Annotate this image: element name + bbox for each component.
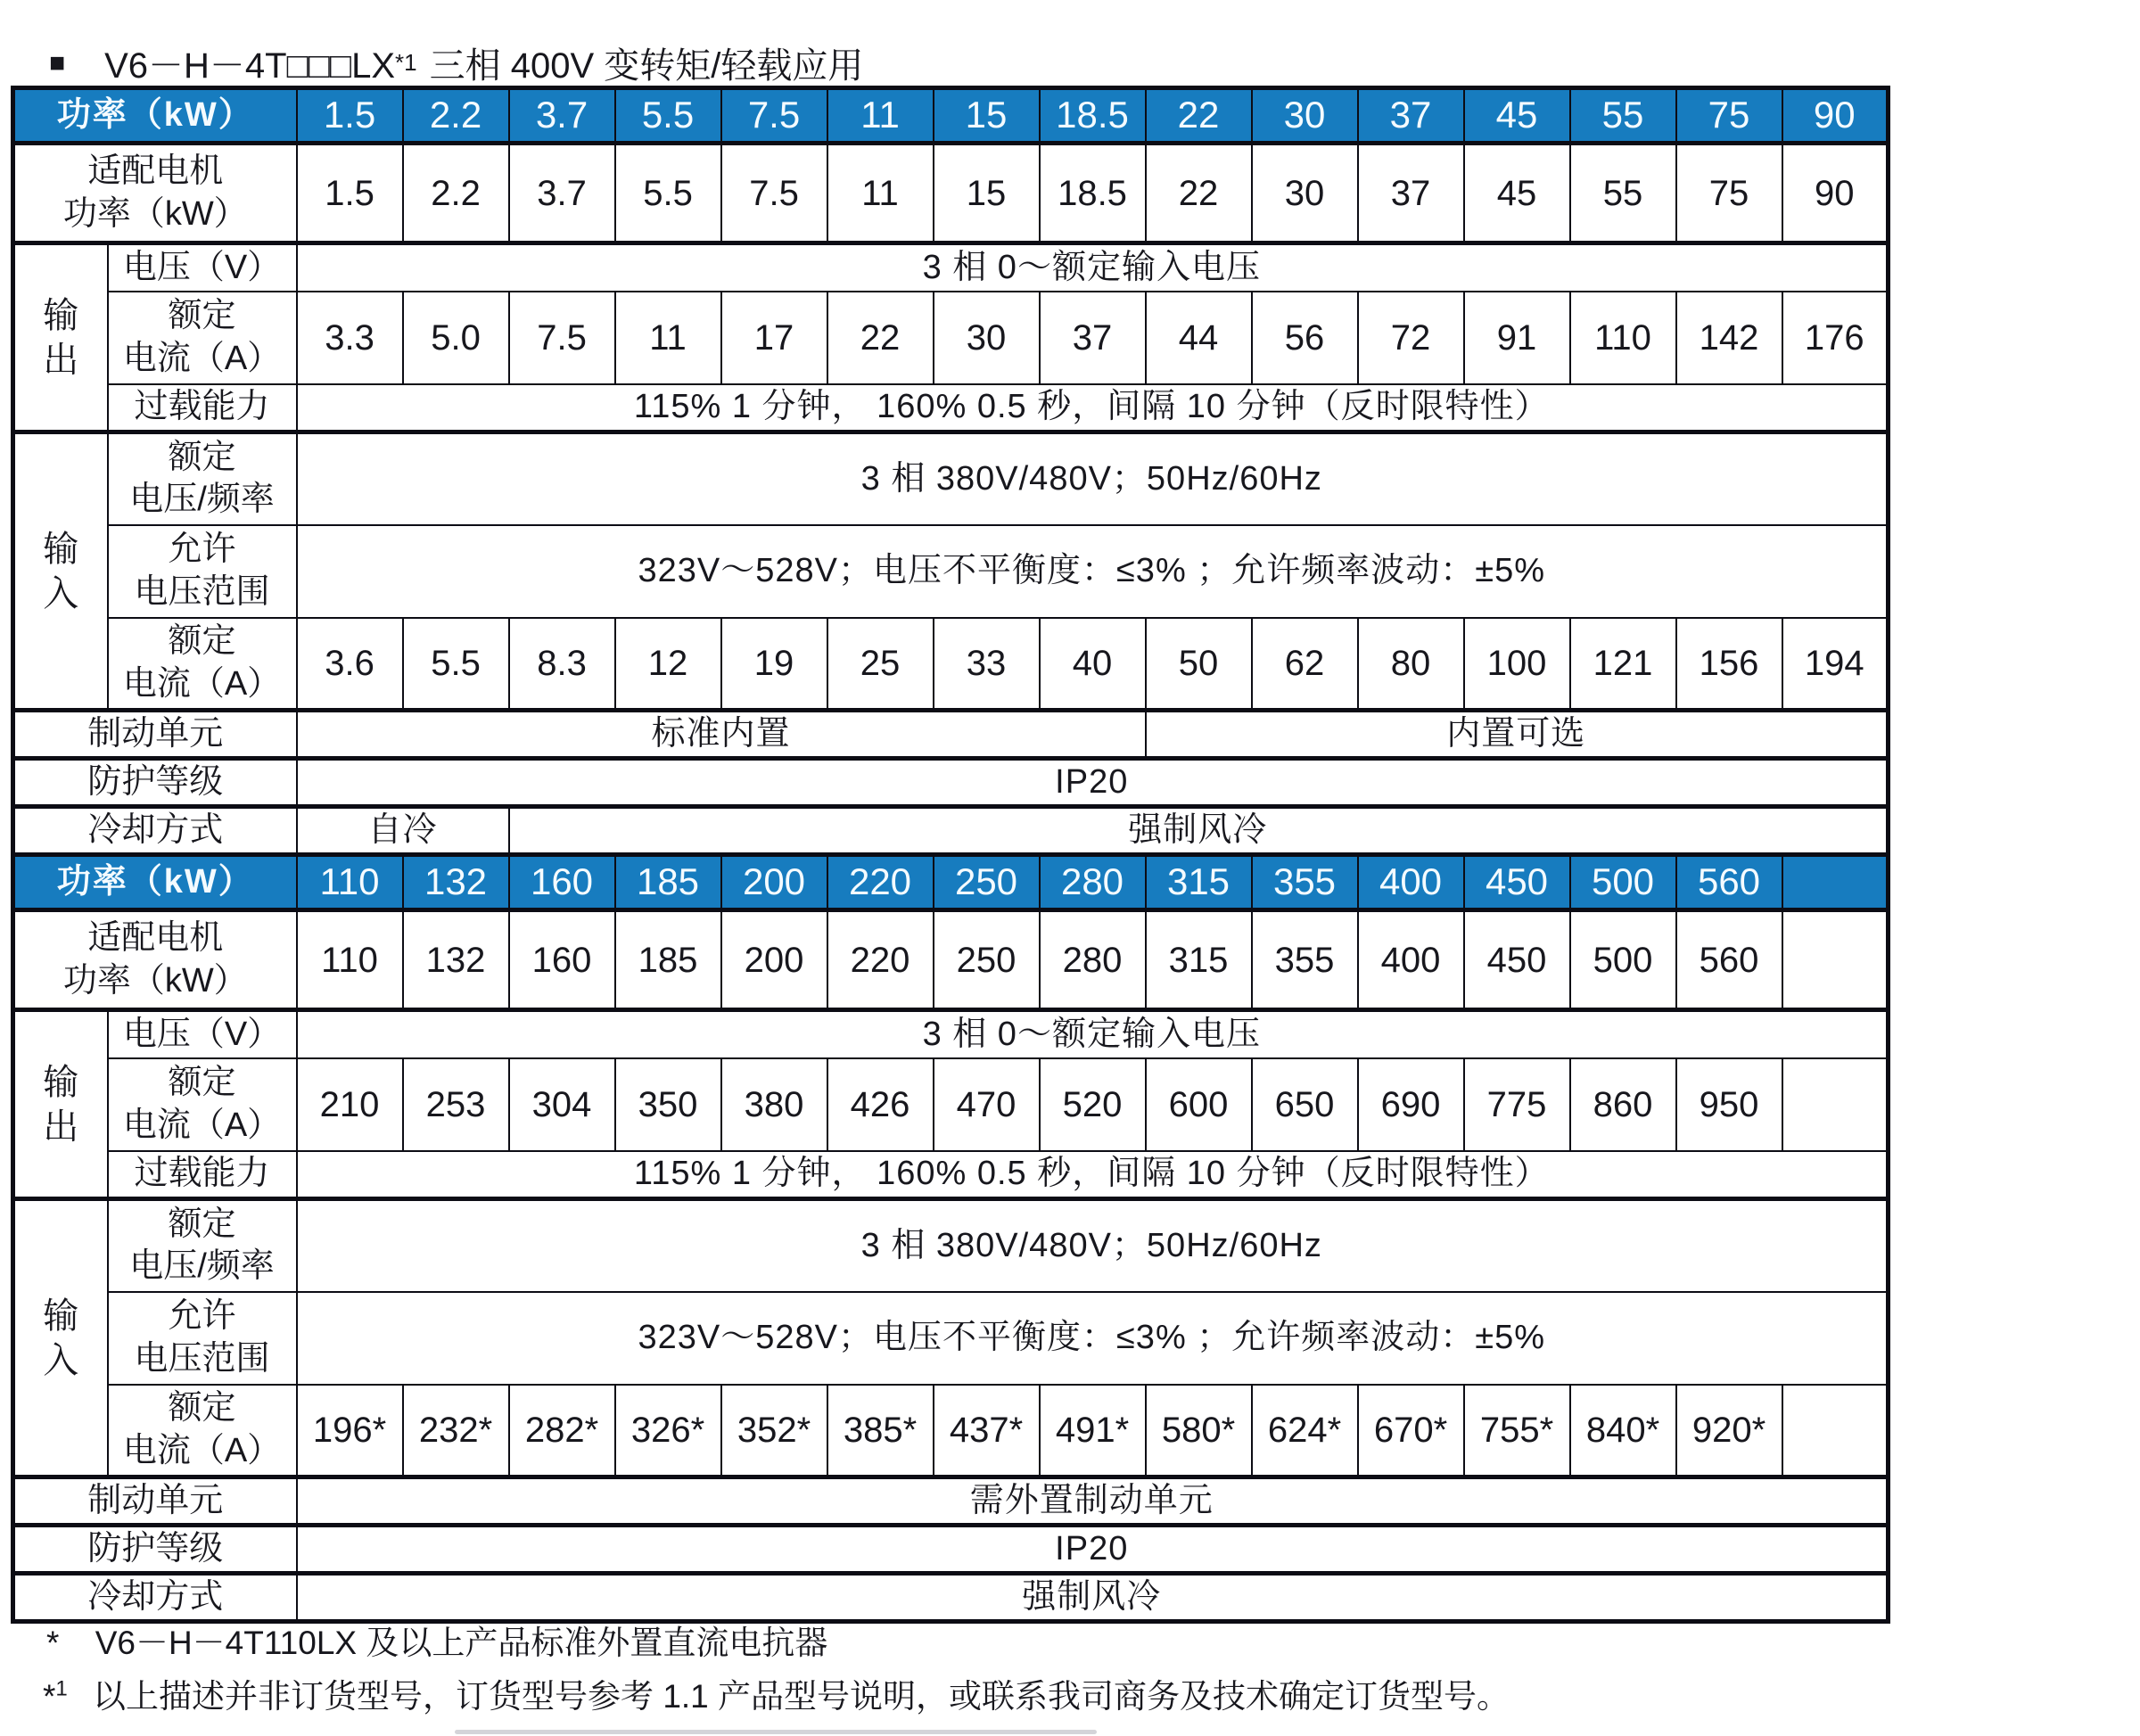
spec-table-high-power — [11, 852, 1890, 1624]
input-current-row — [13, 618, 1889, 711]
title-description: 三相 400V 变转矩/轻载应用 — [429, 46, 864, 86]
output-current-value: 650 — [1252, 1058, 1358, 1151]
input-current-value: 491* — [1040, 1385, 1146, 1477]
input-vf-row — [13, 1199, 1889, 1292]
rated-vf-value: 3 相 380V/480V；50Hz/60Hz — [297, 1199, 1889, 1292]
motor-power-value: 560 — [1676, 910, 1782, 1010]
output-current-value: 56 — [1252, 292, 1358, 384]
voltage-label: 电压（V） — [108, 1010, 297, 1058]
input-current-value: 670* — [1358, 1385, 1464, 1477]
power-value: 37 — [1358, 88, 1464, 144]
motor-power-label: 适配电机 功率（kW） — [13, 144, 297, 243]
motor-power-value: 5.5 — [615, 144, 721, 243]
input-current-value: 624* — [1252, 1385, 1358, 1477]
motor-power-value: 400 — [1358, 910, 1464, 1010]
motor-power-value: 15 — [934, 144, 1040, 243]
motor-power-value: 22 — [1146, 144, 1252, 243]
motor-power-value: 1.5 — [297, 144, 403, 243]
output-voltage-value: 3 相 0～额定输入电压 — [297, 243, 1889, 292]
cooling-value: 强制风冷 — [297, 1574, 1889, 1622]
protection-value: IP20 — [297, 759, 1889, 807]
power-value: 280 — [1040, 855, 1146, 910]
footnote-order-model — [43, 1669, 1510, 1717]
power-value: 30 — [1252, 88, 1358, 144]
input-current-value: 100 — [1464, 618, 1570, 711]
footnote-marker-sup: 1 — [55, 1676, 68, 1701]
input-current-value: 50 — [1146, 618, 1252, 711]
input-current-value: 8.3 — [509, 618, 615, 711]
power-value: 1.5 — [297, 88, 403, 144]
brake-unit-label: 制动单元 — [13, 1477, 297, 1526]
input-current-value: 3.6 — [297, 618, 403, 711]
power-value: 250 — [934, 855, 1040, 910]
output-current-value: 253 — [403, 1058, 509, 1151]
voltage-range-row — [13, 525, 1889, 618]
motor-power-value: 11 — [827, 144, 934, 243]
output-current-value: 520 — [1040, 1058, 1146, 1151]
motor-power-value: 160 — [509, 910, 615, 1010]
motor-power-value: 132 — [403, 910, 509, 1010]
input-current-value: 326* — [615, 1385, 721, 1477]
motor-power-value — [1782, 910, 1889, 1010]
motor-power-value: 75 — [1676, 144, 1782, 243]
power-value: 11 — [827, 88, 934, 144]
bullet-square-icon: ■ — [49, 47, 66, 78]
motor-power-value: 500 — [1570, 910, 1676, 1010]
output-current-value: 690 — [1358, 1058, 1464, 1151]
power-header-label: 功率（kW） — [13, 88, 297, 144]
input-current-value: 62 — [1252, 618, 1358, 711]
brake-unit-row — [13, 1477, 1889, 1526]
output-current-value: 17 — [721, 292, 827, 384]
motor-power-label: 适配电机 功率（kW） — [13, 910, 297, 1010]
title-footnote-ref: *1 — [395, 49, 417, 76]
voltage-range-label: 允许 电压范围 — [108, 1292, 297, 1385]
output-current-value: 7.5 — [509, 292, 615, 384]
output-current-value: 91 — [1464, 292, 1570, 384]
power-value: 220 — [827, 855, 934, 910]
power-value: 2.2 — [403, 88, 509, 144]
power-value: 45 — [1464, 88, 1570, 144]
voltage-range-label: 允许 电压范围 — [108, 525, 297, 618]
overload-label: 过载能力 — [108, 1151, 297, 1199]
output-current-value: 426 — [827, 1058, 934, 1151]
rated-current-label: 额定 电流（A） — [108, 1058, 297, 1151]
output-current-value: 11 — [615, 292, 721, 384]
power-header-row — [13, 88, 1889, 144]
input-current-value: 840* — [1570, 1385, 1676, 1477]
input-current-value: 5.5 — [403, 618, 509, 711]
input-current-value: 580* — [1146, 1385, 1252, 1477]
output-voltage-row — [13, 243, 1889, 292]
input-current-value — [1782, 1385, 1889, 1477]
output-current-value: 110 — [1570, 292, 1676, 384]
overload-value: 115% 1 分钟， 160% 0.5 秒，间隔 10 分钟（反时限特性） — [297, 1151, 1889, 1199]
input-current-value: 352* — [721, 1385, 827, 1477]
output-current-value: 600 — [1146, 1058, 1252, 1151]
motor-power-value: 280 — [1040, 910, 1146, 1010]
output-current-row — [13, 292, 1889, 384]
output-current-value: 380 — [721, 1058, 827, 1151]
output-current-value: 176 — [1782, 292, 1889, 384]
input-vf-row — [13, 432, 1889, 525]
output-current-value: 5.0 — [403, 292, 509, 384]
power-value: 18.5 — [1040, 88, 1146, 144]
input-current-value: 40 — [1040, 618, 1146, 711]
power-header-label: 功率（kW） — [13, 855, 297, 910]
output-current-value: 860 — [1570, 1058, 1676, 1151]
footnote-text: 以上描述并非订货型号，订货型号参考 1.1 产品型号说明，或联系我司商务及技术确定订货型号。 — [93, 1678, 1510, 1715]
power-header-row — [13, 855, 1889, 910]
protection-value: IP20 — [297, 1526, 1889, 1574]
output-current-value: 30 — [934, 292, 1040, 384]
input-current-value: 19 — [721, 618, 827, 711]
input-current-value: 25 — [827, 618, 934, 711]
output-current-row — [13, 1058, 1889, 1151]
brake-unit-optional: 内置可选 — [1146, 711, 1889, 759]
protection-label: 防护等级 — [13, 759, 297, 807]
power-value: 110 — [297, 855, 403, 910]
power-value — [1782, 855, 1889, 910]
output-voltage-row — [13, 1010, 1889, 1058]
rated-current-label: 额定 电流（A） — [108, 618, 297, 711]
motor-power-value: 18.5 — [1040, 144, 1146, 243]
voltage-range-value: 323V～528V；电压不平衡度：≤3% ；允许频率波动：±5% — [297, 1292, 1889, 1385]
motor-power-value: 355 — [1252, 910, 1358, 1010]
power-value: 15 — [934, 88, 1040, 144]
input-current-value: 194 — [1782, 618, 1889, 711]
input-current-value: 920* — [1676, 1385, 1782, 1477]
output-current-value: 142 — [1676, 292, 1782, 384]
motor-power-value: 30 — [1252, 144, 1358, 243]
protection-label: 防护等级 — [13, 1526, 297, 1574]
motor-power-value: 7.5 — [721, 144, 827, 243]
brake-unit-row — [13, 711, 1889, 759]
rated-current-label: 额定 电流（A） — [108, 1385, 297, 1477]
brake-unit-standard: 标准内置 — [297, 711, 1146, 759]
power-value: 355 — [1252, 855, 1358, 910]
motor-power-value: 250 — [934, 910, 1040, 1010]
motor-power-value: 200 — [721, 910, 827, 1010]
page-title — [49, 37, 863, 88]
motor-power-value: 450 — [1464, 910, 1570, 1010]
power-value: 5.5 — [615, 88, 721, 144]
output-current-value: 304 — [509, 1058, 615, 1151]
overload-label: 过载能力 — [108, 384, 297, 432]
motor-power-value: 185 — [615, 910, 721, 1010]
output-voltage-value: 3 相 0～额定输入电压 — [297, 1010, 1889, 1058]
motor-power-value: 315 — [1146, 910, 1252, 1010]
output-current-value: 37 — [1040, 292, 1146, 384]
power-value: 560 — [1676, 855, 1782, 910]
input-current-value: 196* — [297, 1385, 403, 1477]
voltage-label: 电压（V） — [108, 243, 297, 292]
cooling-natural: 自冷 — [297, 807, 509, 855]
power-value: 132 — [403, 855, 509, 910]
footnote-marker: * — [43, 1678, 56, 1715]
input-group-label: 输 入 — [13, 432, 108, 711]
output-current-value: 350 — [615, 1058, 721, 1151]
output-current-value — [1782, 1058, 1889, 1151]
motor-power-row — [13, 144, 1889, 243]
motor-power-value: 2.2 — [403, 144, 509, 243]
input-current-value: 437* — [934, 1385, 1040, 1477]
power-value: 185 — [615, 855, 721, 910]
rated-current-label: 额定 电流（A） — [108, 292, 297, 384]
output-group-label: 输 出 — [13, 1010, 108, 1199]
input-current-value: 12 — [615, 618, 721, 711]
rated-vf-label: 额定 电压/频率 — [108, 1199, 297, 1292]
power-value: 3.7 — [509, 88, 615, 144]
protection-row — [13, 1526, 1889, 1574]
power-value: 160 — [509, 855, 615, 910]
power-value: 22 — [1146, 88, 1252, 144]
cooling-forced: 强制风冷 — [509, 807, 1889, 855]
motor-power-row — [13, 910, 1889, 1010]
overload-value: 115% 1 分钟， 160% 0.5 秒，间隔 10 分钟（反时限特性） — [297, 384, 1889, 432]
motor-power-value: 220 — [827, 910, 934, 1010]
output-current-value: 950 — [1676, 1058, 1782, 1151]
footnote-marker: * — [46, 1625, 60, 1661]
footnote-text: V6－H－4T110LX 及以上产品标准外置直流电抗器 — [95, 1625, 828, 1661]
footnote-dc-reactor — [46, 1616, 827, 1664]
page-edge-artifact — [455, 1730, 1097, 1734]
cooling-label: 冷却方式 — [13, 807, 297, 855]
output-current-value: 22 — [827, 292, 934, 384]
brake-unit-value: 需外置制动单元 — [297, 1477, 1889, 1526]
power-value: 200 — [721, 855, 827, 910]
output-current-value: 44 — [1146, 292, 1252, 384]
power-value: 500 — [1570, 855, 1676, 910]
overload-row — [13, 384, 1889, 432]
output-current-value: 72 — [1358, 292, 1464, 384]
power-value: 7.5 — [721, 88, 827, 144]
power-value: 315 — [1146, 855, 1252, 910]
input-current-value: 755* — [1464, 1385, 1570, 1477]
motor-power-value: 55 — [1570, 144, 1676, 243]
power-value: 75 — [1676, 88, 1782, 144]
power-value: 90 — [1782, 88, 1889, 144]
output-current-value: 470 — [934, 1058, 1040, 1151]
brake-unit-label: 制动单元 — [13, 711, 297, 759]
cooling-row — [13, 807, 1889, 855]
motor-power-value: 37 — [1358, 144, 1464, 243]
input-current-value: 282* — [509, 1385, 615, 1477]
cooling-label: 冷却方式 — [13, 1574, 297, 1622]
output-current-value: 3.3 — [297, 292, 403, 384]
input-current-row — [13, 1385, 1889, 1477]
overload-row — [13, 1151, 1889, 1199]
power-value: 400 — [1358, 855, 1464, 910]
output-current-value: 775 — [1464, 1058, 1570, 1151]
rated-vf-label: 额定 电压/频率 — [108, 432, 297, 525]
power-value: 450 — [1464, 855, 1570, 910]
protection-row — [13, 759, 1889, 807]
input-current-value: 385* — [827, 1385, 934, 1477]
input-current-value: 156 — [1676, 618, 1782, 711]
voltage-range-value: 323V～528V；电压不平衡度：≤3% ；允许频率波动：±5% — [297, 525, 1889, 618]
input-current-value: 80 — [1358, 618, 1464, 711]
cooling-row — [13, 1574, 1889, 1622]
voltage-range-row — [13, 1292, 1889, 1385]
output-group-label: 输 出 — [13, 243, 108, 432]
power-value: 55 — [1570, 88, 1676, 144]
spec-table-low-power — [11, 86, 1890, 857]
input-current-value: 33 — [934, 618, 1040, 711]
rated-vf-value: 3 相 380V/480V；50Hz/60Hz — [297, 432, 1889, 525]
motor-power-value: 110 — [297, 910, 403, 1010]
motor-power-value: 45 — [1464, 144, 1570, 243]
input-current-value: 232* — [403, 1385, 509, 1477]
output-current-value: 210 — [297, 1058, 403, 1151]
motor-power-value: 3.7 — [509, 144, 615, 243]
input-group-label: 输 入 — [13, 1199, 108, 1477]
input-current-value: 121 — [1570, 618, 1676, 711]
title-model: V6－H－4T□□□LX — [104, 46, 396, 86]
motor-power-value: 90 — [1782, 144, 1889, 243]
